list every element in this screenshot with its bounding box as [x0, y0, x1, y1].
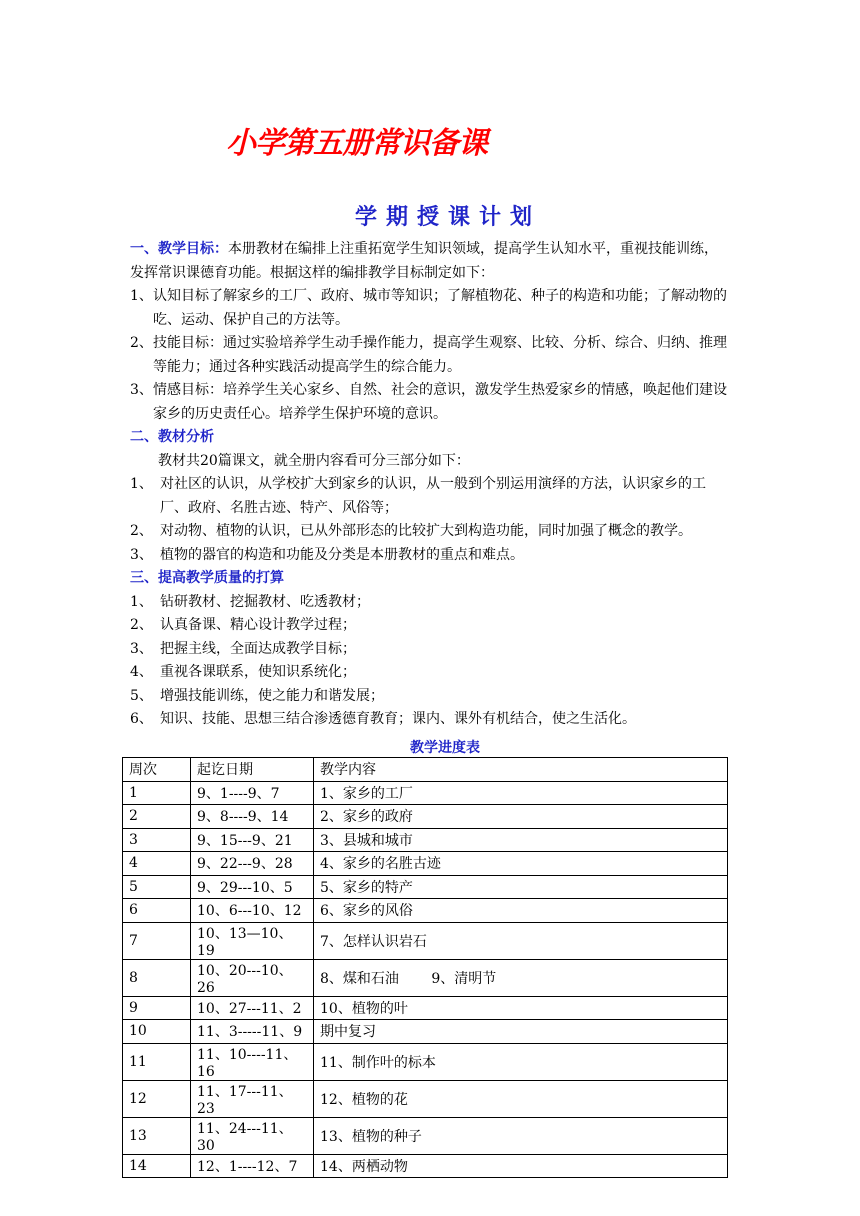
document-title: 小学第五册常识备课	[226, 126, 487, 161]
list-item-number: 2、	[130, 523, 153, 539]
cell-dates: 9、1----9、7	[191, 781, 314, 805]
list-item	[130, 708, 730, 732]
cell-week: 14	[123, 1154, 191, 1178]
cell-dates: 11、3-----11、9	[191, 1020, 314, 1044]
cell-content: 期中复习	[314, 1020, 728, 1044]
list-item-text: 植物的器官的构造和功能及分类是本册教材的重点和难点。	[160, 546, 524, 563]
cell-dates: 9、15---9、21	[191, 828, 314, 852]
list-item-number: 4、	[130, 664, 153, 680]
table-row	[123, 852, 728, 876]
table-row	[123, 805, 728, 829]
list-item-number: 3、	[130, 382, 153, 398]
cell-week: 2	[123, 805, 191, 829]
list-item-text: 钻研教材、挖掘教材、吃透教材；	[160, 593, 370, 610]
section1-intro	[130, 238, 730, 285]
list-item-number: 2、	[130, 335, 153, 351]
schedule-rows	[123, 781, 728, 1178]
cell-week: 3	[123, 828, 191, 852]
cell-week: 7	[123, 922, 191, 959]
cell-dates: 10、6---10、12	[191, 899, 314, 923]
list-item-text: 技能目标：通过实验培养学生动手操作能力，提高学生观察、比较、分析、综合、归纳、推理等能力；通过各种实践活动提高学生的综合能力。	[153, 335, 727, 375]
list-item-text: 对社区的认识，从学校扩大到家乡的认识，从一般到个别运用演绎的方法，认识家乡的工厂、政府、名胜古迹、特产、风俗等；	[160, 476, 706, 516]
cell-content: 2、家乡的政府	[314, 805, 728, 829]
schedule-table	[122, 757, 728, 1178]
table-row	[123, 828, 728, 852]
list-item-number: 3、	[130, 546, 153, 563]
cell-content: 5、家乡的特产	[314, 875, 728, 899]
table-row	[123, 996, 728, 1020]
list-item	[130, 544, 730, 568]
cell-week: 5	[123, 875, 191, 899]
cell-content: 6、家乡的风俗	[314, 899, 728, 923]
section2-heading: 二、教材分析	[130, 429, 214, 445]
list-item-text: 把握主线，全面达成教学目标；	[160, 640, 356, 657]
table-row	[123, 959, 728, 996]
cell-content: 12、植物的花	[314, 1080, 728, 1117]
cell-dates: 10、27---11、2	[191, 996, 314, 1020]
list-item-text: 情感目标：培养学生关心家乡、自然、社会的意识，激发学生热爱家乡的情感，唤起他们建设家乡的历史责任心。培养学生保护环境的意识。	[153, 382, 727, 422]
table-row	[123, 899, 728, 923]
cell-week: 12	[123, 1080, 191, 1117]
list-item	[130, 473, 730, 520]
list-item	[130, 332, 730, 379]
table-row	[123, 1080, 728, 1117]
list-item	[130, 614, 730, 638]
table-row	[123, 1154, 728, 1178]
cell-week: 1	[123, 781, 191, 805]
list-item-number: 1、	[130, 288, 153, 304]
table-header-row	[123, 758, 728, 782]
table-row	[123, 1117, 728, 1154]
cell-content: 3、县城和城市	[314, 828, 728, 852]
cell-dates: 12、1----12、7	[191, 1154, 314, 1178]
header-week: 周次	[123, 758, 191, 782]
cell-dates: 11、24---11、30	[191, 1117, 314, 1154]
list-item	[130, 285, 730, 332]
cell-week: 8	[123, 959, 191, 996]
cell-dates: 9、8----9、14	[191, 805, 314, 829]
section1-intro-text: 本册教材在编排上注重拓宽学生知识领域，提高学生认知水平，重视技能训练，发挥常识课德育功能。根据这样的编排教学目标制定如下：	[130, 241, 718, 281]
table-row	[123, 781, 728, 805]
cell-dates: 11、10----11、16	[191, 1043, 314, 1080]
cell-dates: 11、17---11、23	[191, 1080, 314, 1117]
section3-heading: 三、提高教学质量的打算	[130, 570, 284, 586]
list-item-text: 知识、技能、思想三结合渗透德育教育；课内、课外有机结合，使之生活化。	[160, 711, 636, 727]
cell-week: 6	[123, 899, 191, 923]
schedule-caption: 教学进度表	[410, 740, 480, 756]
cell-week: 4	[123, 852, 191, 876]
list-item	[130, 685, 730, 709]
cell-dates: 10、20---10、26	[191, 959, 314, 996]
cell-dates: 10、13—10、19	[191, 922, 314, 959]
cell-content: 14、两栖动物	[314, 1154, 728, 1178]
header-dates: 起讫日期	[191, 758, 314, 782]
list-item-text: 认真备课、精心设计教学过程；	[160, 617, 356, 633]
cell-content: 13、植物的种子	[314, 1117, 728, 1154]
list-item	[130, 638, 730, 662]
list-item-text: 重视各课联系，使知识系统化；	[160, 664, 356, 680]
cell-dates: 9、29---10、5	[191, 875, 314, 899]
section2-intro: 教材共20篇课文，就全册内容看可分三部分如下：	[158, 452, 470, 469]
table-row	[123, 1020, 728, 1044]
cell-content: 11、制作叶的标本	[314, 1043, 728, 1080]
table-row	[123, 875, 728, 899]
list-item-number: 1、	[130, 593, 153, 610]
cell-week: 9	[123, 996, 191, 1020]
header-content: 教学内容	[314, 758, 728, 782]
list-item-number: 1、	[130, 476, 153, 492]
cell-week: 11	[123, 1043, 191, 1080]
list-item	[130, 591, 730, 615]
table-row	[123, 922, 728, 959]
list-item-text: 认知目标了解家乡的工厂、政府、城市等知识；了解植物花、种子的构造和功能；了解动物的吃、运动、保护自己的方法等。	[153, 288, 727, 328]
list-item-number: 6、	[130, 711, 153, 727]
cell-content: 8、煤和石油 9、清明节	[314, 959, 728, 996]
cell-content: 1、家乡的工厂	[314, 781, 728, 805]
section1-heading: 一、教学目标：	[130, 241, 228, 257]
table-row	[123, 1043, 728, 1080]
plan-title: 学期授课计划	[354, 204, 541, 230]
list-item-number: 5、	[130, 687, 153, 704]
cell-content: 7、怎样认识岩石	[314, 922, 728, 959]
list-item	[130, 520, 730, 544]
list-item	[130, 661, 730, 685]
cell-week: 13	[123, 1117, 191, 1154]
cell-content: 10、植物的叶	[314, 996, 728, 1020]
list-item-text: 增强技能训练，使之能力和谐发展；	[160, 687, 384, 704]
list-item-number: 2、	[130, 617, 153, 633]
cell-content: 4、家乡的名胜古迹	[314, 852, 728, 876]
list-item-text: 对动物、植物的认识，已从外部形态的比较扩大到构造功能，同时加强了概念的教学。	[160, 523, 692, 539]
plan-body	[130, 238, 730, 732]
list-item	[130, 379, 730, 426]
list-item-number: 3、	[130, 640, 153, 657]
cell-dates: 9、22---9、28	[191, 852, 314, 876]
cell-week: 10	[123, 1020, 191, 1044]
